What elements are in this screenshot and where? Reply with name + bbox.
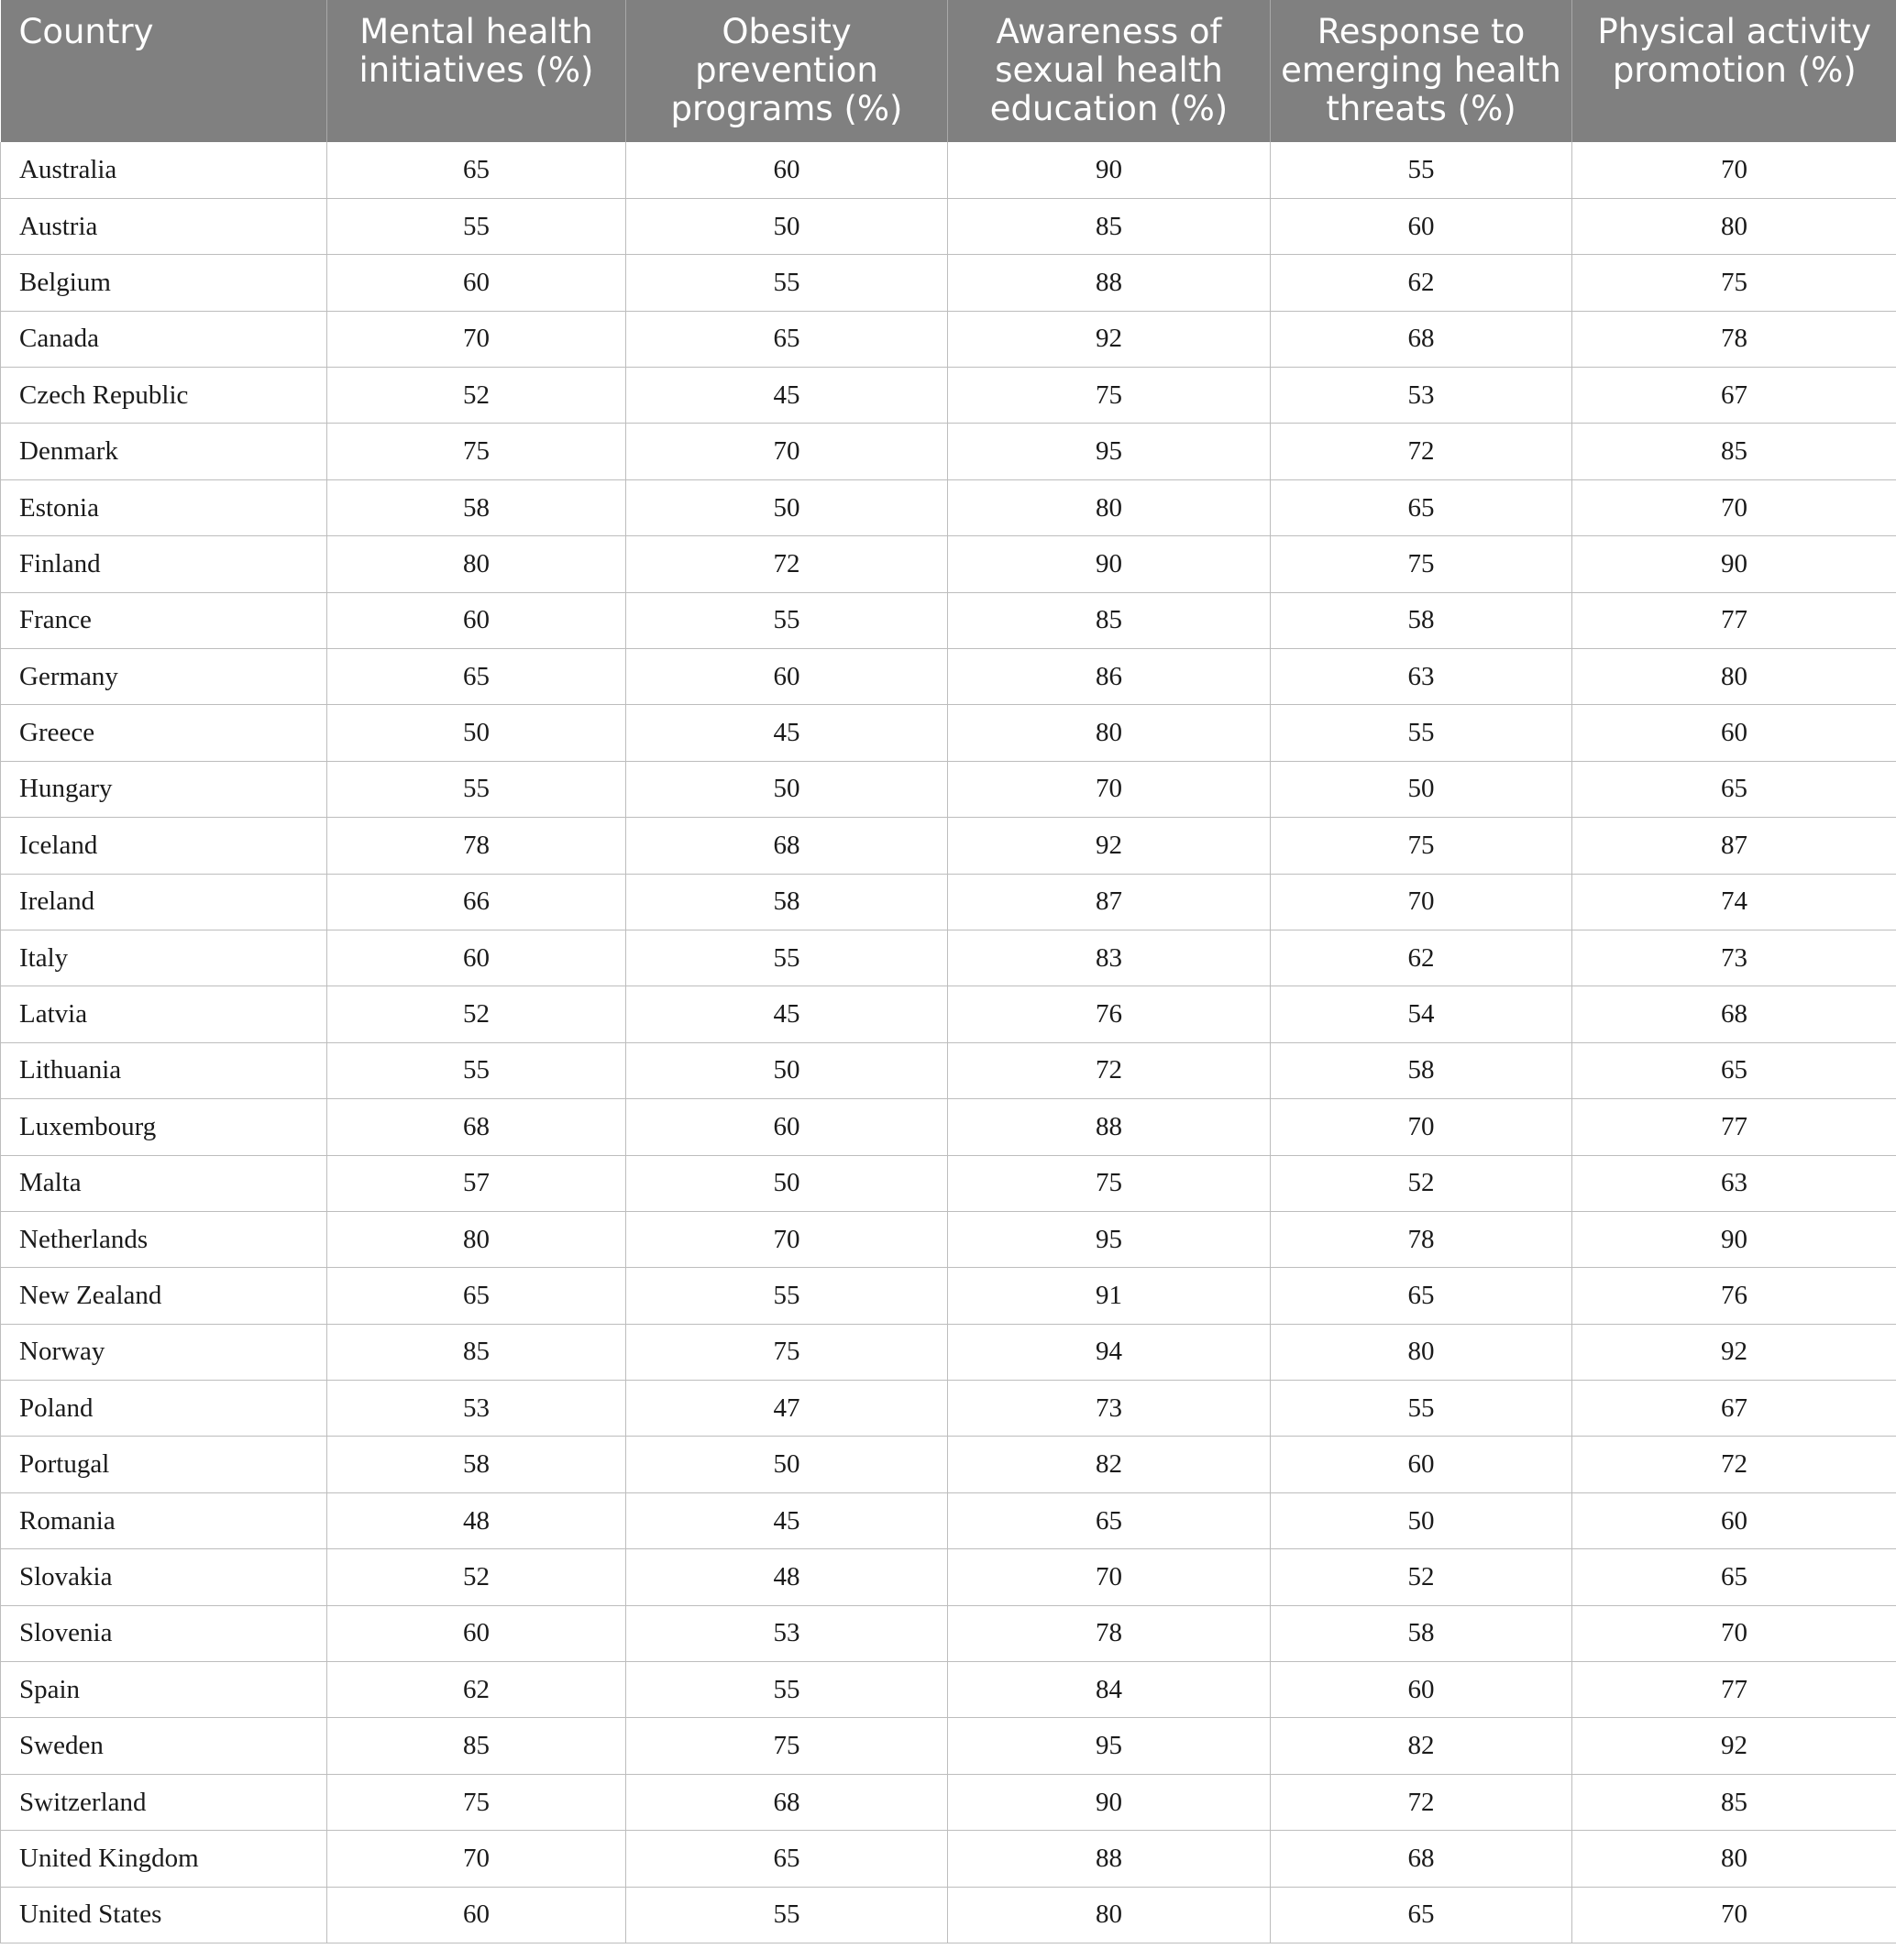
cell-country: Slovakia: [1, 1549, 327, 1605]
cell-obesity-prevention-programs: 60: [626, 142, 948, 198]
cell-sexual-health-education-awareness: 92: [948, 818, 1271, 874]
cell-country: France: [1, 592, 327, 648]
cell-physical-activity-promotion: 70: [1572, 142, 1896, 198]
cell-mental-health-initiatives: 75: [327, 424, 626, 479]
header-physical-activity-promotion: Physical activity promotion (%): [1572, 0, 1896, 142]
cell-response-to-emerging-threats: 54: [1271, 986, 1572, 1042]
cell-country: Denmark: [1, 424, 327, 479]
cell-response-to-emerging-threats: 78: [1271, 1211, 1572, 1267]
cell-response-to-emerging-threats: 58: [1271, 1605, 1572, 1661]
cell-physical-activity-promotion: 90: [1572, 1211, 1896, 1267]
cell-sexual-health-education-awareness: 75: [948, 1155, 1271, 1211]
cell-country: United Kingdom: [1, 1831, 327, 1887]
cell-mental-health-initiatives: 85: [327, 1718, 626, 1774]
cell-response-to-emerging-threats: 60: [1271, 1437, 1572, 1492]
cell-mental-health-initiatives: 62: [327, 1662, 626, 1718]
cell-mental-health-initiatives: 60: [327, 930, 626, 986]
cell-physical-activity-promotion: 80: [1572, 1831, 1896, 1887]
header-obesity-prevention-programs: Obesity prevention programs (%): [626, 0, 948, 142]
cell-country: Lithuania: [1, 1042, 327, 1098]
cell-sexual-health-education-awareness: 65: [948, 1492, 1271, 1548]
table-row: [1, 255, 1896, 311]
cell-obesity-prevention-programs: 58: [626, 874, 948, 930]
cell-mental-health-initiatives: 65: [327, 1268, 626, 1324]
table-row: [1, 1492, 1896, 1548]
cell-physical-activity-promotion: 77: [1572, 1662, 1896, 1718]
cell-mental-health-initiatives: 55: [327, 761, 626, 817]
cell-country: Iceland: [1, 818, 327, 874]
table-row: [1, 368, 1896, 424]
header-row: [1, 0, 1896, 142]
cell-physical-activity-promotion: 87: [1572, 818, 1896, 874]
cell-sexual-health-education-awareness: 80: [948, 1887, 1271, 1943]
cell-sexual-health-education-awareness: 90: [948, 1774, 1271, 1830]
cell-response-to-emerging-threats: 80: [1271, 1324, 1572, 1380]
cell-mental-health-initiatives: 80: [327, 1211, 626, 1267]
cell-obesity-prevention-programs: 65: [626, 311, 948, 367]
cell-mental-health-initiatives: 75: [327, 1774, 626, 1830]
cell-mental-health-initiatives: 57: [327, 1155, 626, 1211]
cell-obesity-prevention-programs: 47: [626, 1381, 948, 1437]
table-row: [1, 142, 1896, 198]
cell-obesity-prevention-programs: 50: [626, 761, 948, 817]
cell-sexual-health-education-awareness: 72: [948, 1042, 1271, 1098]
cell-physical-activity-promotion: 85: [1572, 424, 1896, 479]
table-row: [1, 649, 1896, 705]
cell-response-to-emerging-threats: 63: [1271, 649, 1572, 705]
cell-physical-activity-promotion: 65: [1572, 1549, 1896, 1605]
cell-response-to-emerging-threats: 50: [1271, 1492, 1572, 1548]
cell-sexual-health-education-awareness: 88: [948, 255, 1271, 311]
cell-obesity-prevention-programs: 50: [626, 1042, 948, 1098]
cell-obesity-prevention-programs: 55: [626, 592, 948, 648]
cell-obesity-prevention-programs: 45: [626, 705, 948, 761]
cell-physical-activity-promotion: 60: [1572, 1492, 1896, 1548]
cell-sexual-health-education-awareness: 70: [948, 761, 1271, 817]
cell-response-to-emerging-threats: 65: [1271, 479, 1572, 535]
cell-physical-activity-promotion: 75: [1572, 255, 1896, 311]
table-body: [1, 142, 1896, 1943]
table-row: [1, 1605, 1896, 1661]
cell-response-to-emerging-threats: 82: [1271, 1718, 1572, 1774]
cell-response-to-emerging-threats: 58: [1271, 592, 1572, 648]
cell-physical-activity-promotion: 78: [1572, 311, 1896, 367]
cell-physical-activity-promotion: 76: [1572, 1268, 1896, 1324]
table-row: [1, 198, 1896, 254]
cell-response-to-emerging-threats: 55: [1271, 705, 1572, 761]
table-row: [1, 1718, 1896, 1774]
cell-mental-health-initiatives: 58: [327, 1437, 626, 1492]
cell-mental-health-initiatives: 55: [327, 198, 626, 254]
cell-sexual-health-education-awareness: 90: [948, 142, 1271, 198]
table-row: [1, 1774, 1896, 1830]
cell-country: Sweden: [1, 1718, 327, 1774]
header-sexual-health-education-awareness: Awareness of sexual health education (%): [948, 0, 1271, 142]
table-row: [1, 705, 1896, 761]
table-row: [1, 1155, 1896, 1211]
cell-physical-activity-promotion: 77: [1572, 1099, 1896, 1155]
table-row: [1, 818, 1896, 874]
cell-country: Switzerland: [1, 1774, 327, 1830]
cell-mental-health-initiatives: 85: [327, 1324, 626, 1380]
cell-mental-health-initiatives: 60: [327, 1605, 626, 1661]
cell-country: Romania: [1, 1492, 327, 1548]
cell-country: Ireland: [1, 874, 327, 930]
cell-country: Poland: [1, 1381, 327, 1437]
table-row: [1, 1831, 1896, 1887]
header-mental-health-initiatives: Mental health initiatives (%): [327, 0, 626, 142]
cell-mental-health-initiatives: 55: [327, 1042, 626, 1098]
header-response-to-emerging-threats: Response to emerging health threats (%): [1271, 0, 1572, 142]
table-row: [1, 479, 1896, 535]
cell-physical-activity-promotion: 90: [1572, 536, 1896, 592]
cell-physical-activity-promotion: 80: [1572, 198, 1896, 254]
cell-response-to-emerging-threats: 70: [1271, 874, 1572, 930]
table-row: [1, 874, 1896, 930]
cell-response-to-emerging-threats: 52: [1271, 1155, 1572, 1211]
cell-obesity-prevention-programs: 55: [626, 1887, 948, 1943]
cell-country: United States: [1, 1887, 327, 1943]
cell-physical-activity-promotion: 77: [1572, 592, 1896, 648]
cell-obesity-prevention-programs: 45: [626, 1492, 948, 1548]
table-row: [1, 761, 1896, 817]
cell-physical-activity-promotion: 60: [1572, 705, 1896, 761]
cell-country: Norway: [1, 1324, 327, 1380]
cell-physical-activity-promotion: 70: [1572, 479, 1896, 535]
cell-obesity-prevention-programs: 60: [626, 1099, 948, 1155]
cell-obesity-prevention-programs: 75: [626, 1718, 948, 1774]
table-row: [1, 1099, 1896, 1155]
cell-mental-health-initiatives: 60: [327, 592, 626, 648]
cell-obesity-prevention-programs: 55: [626, 1268, 948, 1324]
cell-obesity-prevention-programs: 50: [626, 479, 948, 535]
cell-response-to-emerging-threats: 70: [1271, 1099, 1572, 1155]
cell-response-to-emerging-threats: 53: [1271, 368, 1572, 424]
table-row: [1, 1324, 1896, 1380]
cell-obesity-prevention-programs: 70: [626, 1211, 948, 1267]
cell-country: Malta: [1, 1155, 327, 1211]
cell-country: Luxembourg: [1, 1099, 327, 1155]
cell-obesity-prevention-programs: 55: [626, 255, 948, 311]
cell-physical-activity-promotion: 63: [1572, 1155, 1896, 1211]
cell-response-to-emerging-threats: 65: [1271, 1268, 1572, 1324]
cell-sexual-health-education-awareness: 85: [948, 198, 1271, 254]
cell-obesity-prevention-programs: 50: [626, 1437, 948, 1492]
cell-country: Austria: [1, 198, 327, 254]
cell-country: Estonia: [1, 479, 327, 535]
cell-physical-activity-promotion: 70: [1572, 1605, 1896, 1661]
cell-sexual-health-education-awareness: 88: [948, 1099, 1271, 1155]
cell-sexual-health-education-awareness: 92: [948, 311, 1271, 367]
cell-sexual-health-education-awareness: 95: [948, 1718, 1271, 1774]
cell-response-to-emerging-threats: 60: [1271, 198, 1572, 254]
table-row: [1, 1268, 1896, 1324]
table-row: [1, 1662, 1896, 1718]
cell-physical-activity-promotion: 73: [1572, 930, 1896, 986]
cell-response-to-emerging-threats: 52: [1271, 1549, 1572, 1605]
cell-mental-health-initiatives: 70: [327, 1831, 626, 1887]
cell-sexual-health-education-awareness: 75: [948, 368, 1271, 424]
cell-mental-health-initiatives: 52: [327, 368, 626, 424]
cell-sexual-health-education-awareness: 87: [948, 874, 1271, 930]
cell-obesity-prevention-programs: 68: [626, 1774, 948, 1830]
table-row: [1, 986, 1896, 1042]
cell-response-to-emerging-threats: 65: [1271, 1887, 1572, 1943]
table-row: [1, 536, 1896, 592]
table-row: [1, 1042, 1896, 1098]
cell-sexual-health-education-awareness: 80: [948, 479, 1271, 535]
cell-obesity-prevention-programs: 72: [626, 536, 948, 592]
cell-sexual-health-education-awareness: 82: [948, 1437, 1271, 1492]
cell-obesity-prevention-programs: 45: [626, 986, 948, 1042]
cell-country: Netherlands: [1, 1211, 327, 1267]
table-row: [1, 424, 1896, 479]
cell-response-to-emerging-threats: 68: [1271, 1831, 1572, 1887]
cell-mental-health-initiatives: 52: [327, 1549, 626, 1605]
cell-obesity-prevention-programs: 65: [626, 1831, 948, 1887]
cell-mental-health-initiatives: 60: [327, 1887, 626, 1943]
cell-country: Hungary: [1, 761, 327, 817]
cell-sexual-health-education-awareness: 70: [948, 1549, 1271, 1605]
cell-physical-activity-promotion: 85: [1572, 1774, 1896, 1830]
cell-obesity-prevention-programs: 53: [626, 1605, 948, 1661]
cell-sexual-health-education-awareness: 84: [948, 1662, 1271, 1718]
cell-physical-activity-promotion: 92: [1572, 1324, 1896, 1380]
cell-country: Finland: [1, 536, 327, 592]
cell-response-to-emerging-threats: 72: [1271, 424, 1572, 479]
cell-mental-health-initiatives: 50: [327, 705, 626, 761]
table-header: [1, 0, 1896, 142]
cell-physical-activity-promotion: 65: [1572, 1042, 1896, 1098]
cell-response-to-emerging-threats: 58: [1271, 1042, 1572, 1098]
cell-response-to-emerging-threats: 55: [1271, 142, 1572, 198]
cell-mental-health-initiatives: 52: [327, 986, 626, 1042]
table-row: [1, 1887, 1896, 1943]
cell-country: Australia: [1, 142, 327, 198]
cell-response-to-emerging-threats: 68: [1271, 311, 1572, 367]
cell-mental-health-initiatives: 48: [327, 1492, 626, 1548]
cell-sexual-health-education-awareness: 94: [948, 1324, 1271, 1380]
cell-sexual-health-education-awareness: 83: [948, 930, 1271, 986]
cell-country: Portugal: [1, 1437, 327, 1492]
cell-sexual-health-education-awareness: 95: [948, 1211, 1271, 1267]
cell-mental-health-initiatives: 60: [327, 255, 626, 311]
cell-response-to-emerging-threats: 72: [1271, 1774, 1572, 1830]
cell-mental-health-initiatives: 65: [327, 649, 626, 705]
cell-physical-activity-promotion: 67: [1572, 1381, 1896, 1437]
cell-sexual-health-education-awareness: 85: [948, 592, 1271, 648]
cell-sexual-health-education-awareness: 90: [948, 536, 1271, 592]
cell-physical-activity-promotion: 67: [1572, 368, 1896, 424]
cell-mental-health-initiatives: 70: [327, 311, 626, 367]
cell-sexual-health-education-awareness: 80: [948, 705, 1271, 761]
cell-mental-health-initiatives: 68: [327, 1099, 626, 1155]
cell-sexual-health-education-awareness: 78: [948, 1605, 1271, 1661]
cell-response-to-emerging-threats: 60: [1271, 1662, 1572, 1718]
cell-mental-health-initiatives: 65: [327, 142, 626, 198]
cell-obesity-prevention-programs: 55: [626, 1662, 948, 1718]
cell-response-to-emerging-threats: 55: [1271, 1381, 1572, 1437]
cell-sexual-health-education-awareness: 95: [948, 424, 1271, 479]
cell-response-to-emerging-threats: 62: [1271, 255, 1572, 311]
cell-obesity-prevention-programs: 75: [626, 1324, 948, 1380]
cell-sexual-health-education-awareness: 88: [948, 1831, 1271, 1887]
cell-obesity-prevention-programs: 70: [626, 424, 948, 479]
cell-mental-health-initiatives: 80: [327, 536, 626, 592]
cell-response-to-emerging-threats: 75: [1271, 818, 1572, 874]
cell-physical-activity-promotion: 74: [1572, 874, 1896, 930]
cell-country: Germany: [1, 649, 327, 705]
cell-country: Italy: [1, 930, 327, 986]
cell-physical-activity-promotion: 72: [1572, 1437, 1896, 1492]
cell-physical-activity-promotion: 80: [1572, 649, 1896, 705]
table-row: [1, 1549, 1896, 1605]
table-row: [1, 1211, 1896, 1267]
table-row: [1, 592, 1896, 648]
table-row: [1, 930, 1896, 986]
cell-obesity-prevention-programs: 68: [626, 818, 948, 874]
cell-country: Czech Republic: [1, 368, 327, 424]
table-row: [1, 1437, 1896, 1492]
cell-obesity-prevention-programs: 60: [626, 649, 948, 705]
cell-country: Greece: [1, 705, 327, 761]
cell-mental-health-initiatives: 58: [327, 479, 626, 535]
cell-obesity-prevention-programs: 45: [626, 368, 948, 424]
cell-sexual-health-education-awareness: 73: [948, 1381, 1271, 1437]
cell-country: New Zealand: [1, 1268, 327, 1324]
cell-country: Spain: [1, 1662, 327, 1718]
cell-obesity-prevention-programs: 50: [626, 198, 948, 254]
cell-response-to-emerging-threats: 50: [1271, 761, 1572, 817]
table-row: [1, 311, 1896, 367]
cell-mental-health-initiatives: 78: [327, 818, 626, 874]
cell-sexual-health-education-awareness: 76: [948, 986, 1271, 1042]
cell-sexual-health-education-awareness: 86: [948, 649, 1271, 705]
cell-obesity-prevention-programs: 48: [626, 1549, 948, 1605]
cell-country: Latvia: [1, 986, 327, 1042]
cell-mental-health-initiatives: 53: [327, 1381, 626, 1437]
cell-sexual-health-education-awareness: 91: [948, 1268, 1271, 1324]
cell-physical-activity-promotion: 70: [1572, 1887, 1896, 1943]
header-country: Country: [1, 0, 327, 142]
cell-obesity-prevention-programs: 55: [626, 930, 948, 986]
cell-response-to-emerging-threats: 75: [1271, 536, 1572, 592]
cell-physical-activity-promotion: 68: [1572, 986, 1896, 1042]
table-row: [1, 1381, 1896, 1437]
cell-physical-activity-promotion: 65: [1572, 761, 1896, 817]
cell-mental-health-initiatives: 66: [327, 874, 626, 930]
cell-physical-activity-promotion: 92: [1572, 1718, 1896, 1774]
cell-response-to-emerging-threats: 62: [1271, 930, 1572, 986]
cell-country: Slovenia: [1, 1605, 327, 1661]
cell-country: Canada: [1, 311, 327, 367]
cell-country: Belgium: [1, 255, 327, 311]
cell-obesity-prevention-programs: 50: [626, 1155, 948, 1211]
